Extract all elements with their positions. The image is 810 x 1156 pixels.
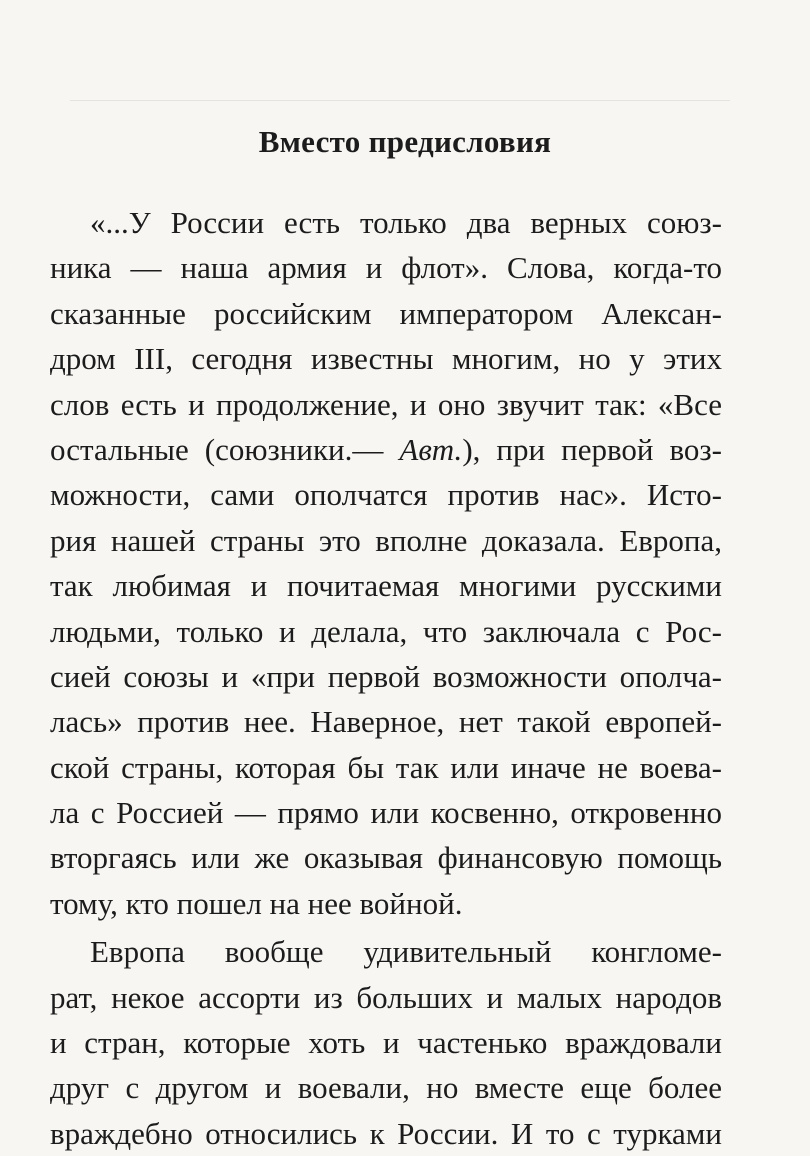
text-line: друг с другом и воевали, но вместе еще более — [50, 1070, 722, 1106]
text-run: остальные (союзники.— — [50, 431, 400, 467]
body-text — [50, 200, 722, 1156]
paragraph-2 — [50, 929, 722, 1156]
text-line: вторгаясь или же оказывая финансовую помощь — [50, 840, 722, 876]
text-line: враждебно относились к России. И то с турками — [50, 1115, 722, 1151]
text-line: ника — наша армия и флот». Слова, когда-то — [50, 250, 722, 286]
text-line: сказанные российским императором Алексан- — [50, 295, 722, 331]
author-note: Авт. — [399, 431, 463, 467]
text-line: тому, кто пошел на нее войной. — [50, 885, 463, 921]
text-line: так любимая и почитаемая многими русскими — [50, 568, 722, 604]
text-line: лась» против нее. Наверное, нет такой европей- — [50, 704, 722, 740]
text-line: «...У России есть только два верных союз- — [90, 205, 722, 240]
text-line: рия нашей страны это вполне доказала. Европа, — [50, 522, 722, 558]
text-line: Европа вообще удивительный конгломе- — [90, 934, 722, 970]
text-line: людьми, только и делала, что заключала с Рос- — [50, 613, 722, 649]
text-line: слов есть и продолжение, и оно звучит так: «Все — [50, 386, 722, 422]
text-line: дром III, сегодня известны многим, но у этих — [50, 341, 722, 377]
text-line: рат, некое ассорти из больших и малых народов — [50, 979, 722, 1015]
bleed-through-rule — [70, 100, 730, 101]
section-title: Вместо предисловия — [258, 124, 552, 159]
text-line: можности, сами ополчатся против нас». Исто- — [50, 477, 722, 513]
paragraph-1 — [50, 200, 722, 926]
text-run: ), при первой воз- — [462, 431, 722, 467]
text-line — [50, 427, 722, 472]
text-line: сией союзы и «при первой возможности ополча- — [50, 658, 722, 694]
text-line: ской страны, которая бы так или иначе не воева- — [50, 749, 722, 785]
text-line: ла с Россией — прямо или косвенно, откровенно — [50, 795, 722, 831]
text-line: и стран, которые хоть и частенько враждовали — [50, 1025, 722, 1061]
